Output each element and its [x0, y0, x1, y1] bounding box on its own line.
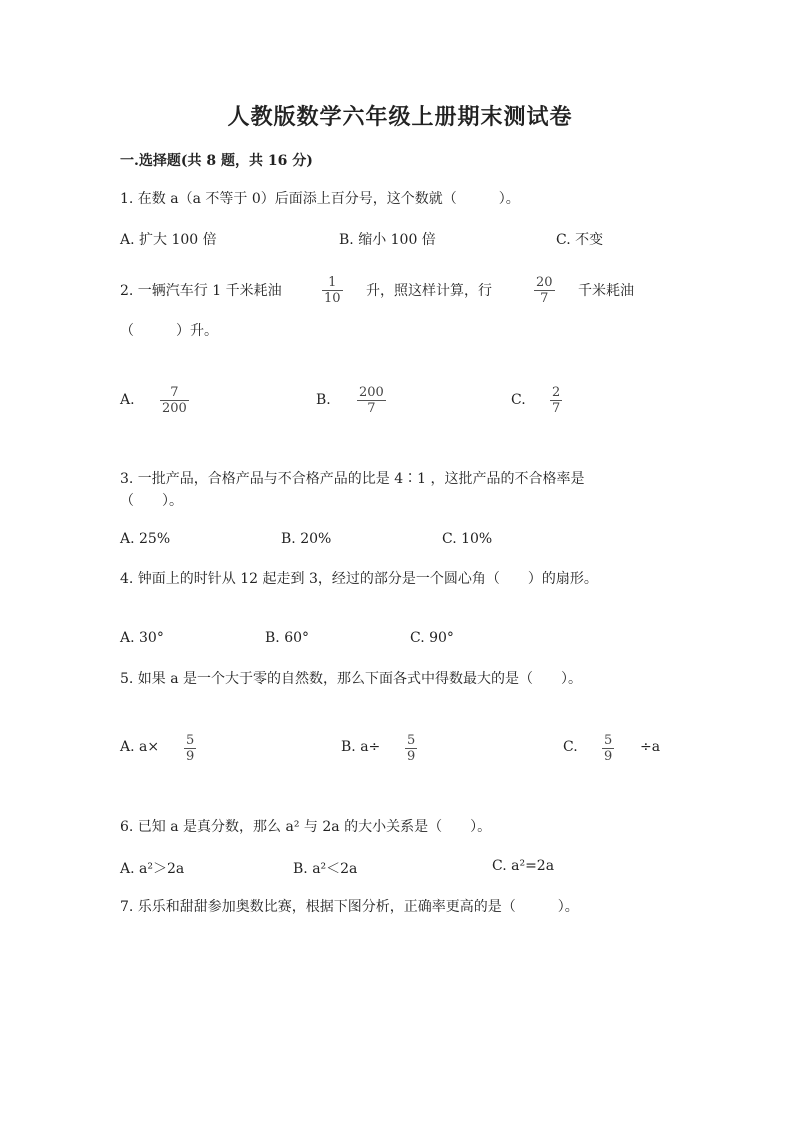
question-2-stem-part3: 千米耗油 [578, 283, 634, 299]
question-6-option-c: C. a²=2a [492, 858, 555, 874]
question-5-option-c-label: C. [563, 739, 578, 755]
section-heading: 一.选择题(共 8 题，共 16 分) [120, 153, 313, 169]
fraction-denominator: 7 [552, 401, 561, 416]
question-4-option-a: A. 30° [120, 630, 164, 646]
question-3-stem-line2: （ ）。 [120, 493, 183, 509]
question-1-option-a: A. 扩大 100 倍 [120, 232, 217, 248]
question-2-option-c-fraction [550, 385, 562, 416]
question-5-option-b-label: B. a÷ [341, 739, 381, 755]
question-3-option-a: A. 25% [120, 531, 171, 547]
question-4-option-b: B. 60° [265, 630, 310, 646]
question-5-option-b-fraction [405, 733, 417, 764]
question-3-option-c: C. 10% [442, 531, 493, 547]
question-5-option-a-label: A. a× [120, 739, 160, 755]
question-2-fraction-1 [322, 275, 343, 306]
question-2-option-a-fraction [160, 385, 189, 416]
question-2-stem-part1: 2. 一辆汽车行 1 千米耗油 [120, 283, 282, 299]
fraction-denominator: 9 [407, 749, 416, 764]
fraction-denominator: 200 [162, 401, 187, 416]
fraction-denominator: 9 [604, 749, 613, 764]
fraction-numerator: 2 [552, 385, 561, 400]
question-3-stem-line1: 3. 一批产品，合格产品与不合格产品的比是 4∶1 ，这批产品的不合格率是 [120, 471, 585, 487]
question-4-stem: 4. 钟面上的时针从 12 起走到 3，经过的部分是一个圆心角（ ）的扇形。 [120, 571, 598, 587]
question-2-stem-part4: （ ）升。 [120, 323, 218, 339]
question-5-option-a-fraction [184, 733, 196, 764]
question-5-stem: 5. 如果 a 是一个大于零的自然数，那么下面各式中得数最大的是（ ）。 [120, 671, 583, 687]
question-2-option-c-label: C. [511, 392, 526, 408]
fraction-numerator: 5 [186, 733, 195, 748]
fraction-numerator: 7 [170, 385, 179, 400]
question-6-option-b: B. a²＜2a [293, 861, 358, 877]
fraction-numerator: 1 [328, 275, 337, 290]
fraction-numerator: 5 [407, 733, 416, 748]
question-4-option-c: C. 90° [410, 630, 454, 646]
fraction-denominator: 9 [186, 749, 195, 764]
question-2-option-b-label: B. [316, 392, 331, 408]
fraction-denominator: 7 [357, 400, 386, 416]
question-1-stem: 1. 在数 a（a 不等于 0）后面添上百分号，这个数就（ ）。 [120, 191, 520, 207]
fraction-numerator: 5 [604, 733, 613, 748]
question-5-option-c-fraction [602, 733, 614, 764]
fraction-numerator: 20 [536, 275, 553, 290]
question-6-stem: 6. 已知 a 是真分数，那么 a² 与 2a 的大小关系是（ ）。 [120, 819, 492, 835]
question-2-stem-part2: 升，照这样计算，行 [366, 283, 492, 299]
question-7-stem: 7. 乐乐和甜甜参加奥数比赛，根据下图分析，正确率更高的是（ ）。 [120, 899, 579, 915]
question-1-option-b: B. 缩小 100 倍 [339, 232, 436, 248]
question-2-fraction-2 [534, 275, 555, 306]
fraction-denominator: 7 [534, 290, 555, 306]
fraction-denominator: 10 [324, 291, 341, 306]
page-title: 人教版数学六年级上册期末测试卷 [227, 104, 573, 130]
question-6-option-a: A. a²＞2a [120, 861, 185, 877]
question-5-option-c-suffix: ÷a [640, 739, 661, 755]
question-1-option-c: C. 不变 [556, 232, 604, 248]
fraction-numerator: 200 [359, 385, 384, 400]
question-2-option-a-label: A. [120, 392, 135, 408]
question-3-option-b: B. 20% [281, 531, 332, 547]
question-2-option-b-fraction [357, 385, 386, 416]
